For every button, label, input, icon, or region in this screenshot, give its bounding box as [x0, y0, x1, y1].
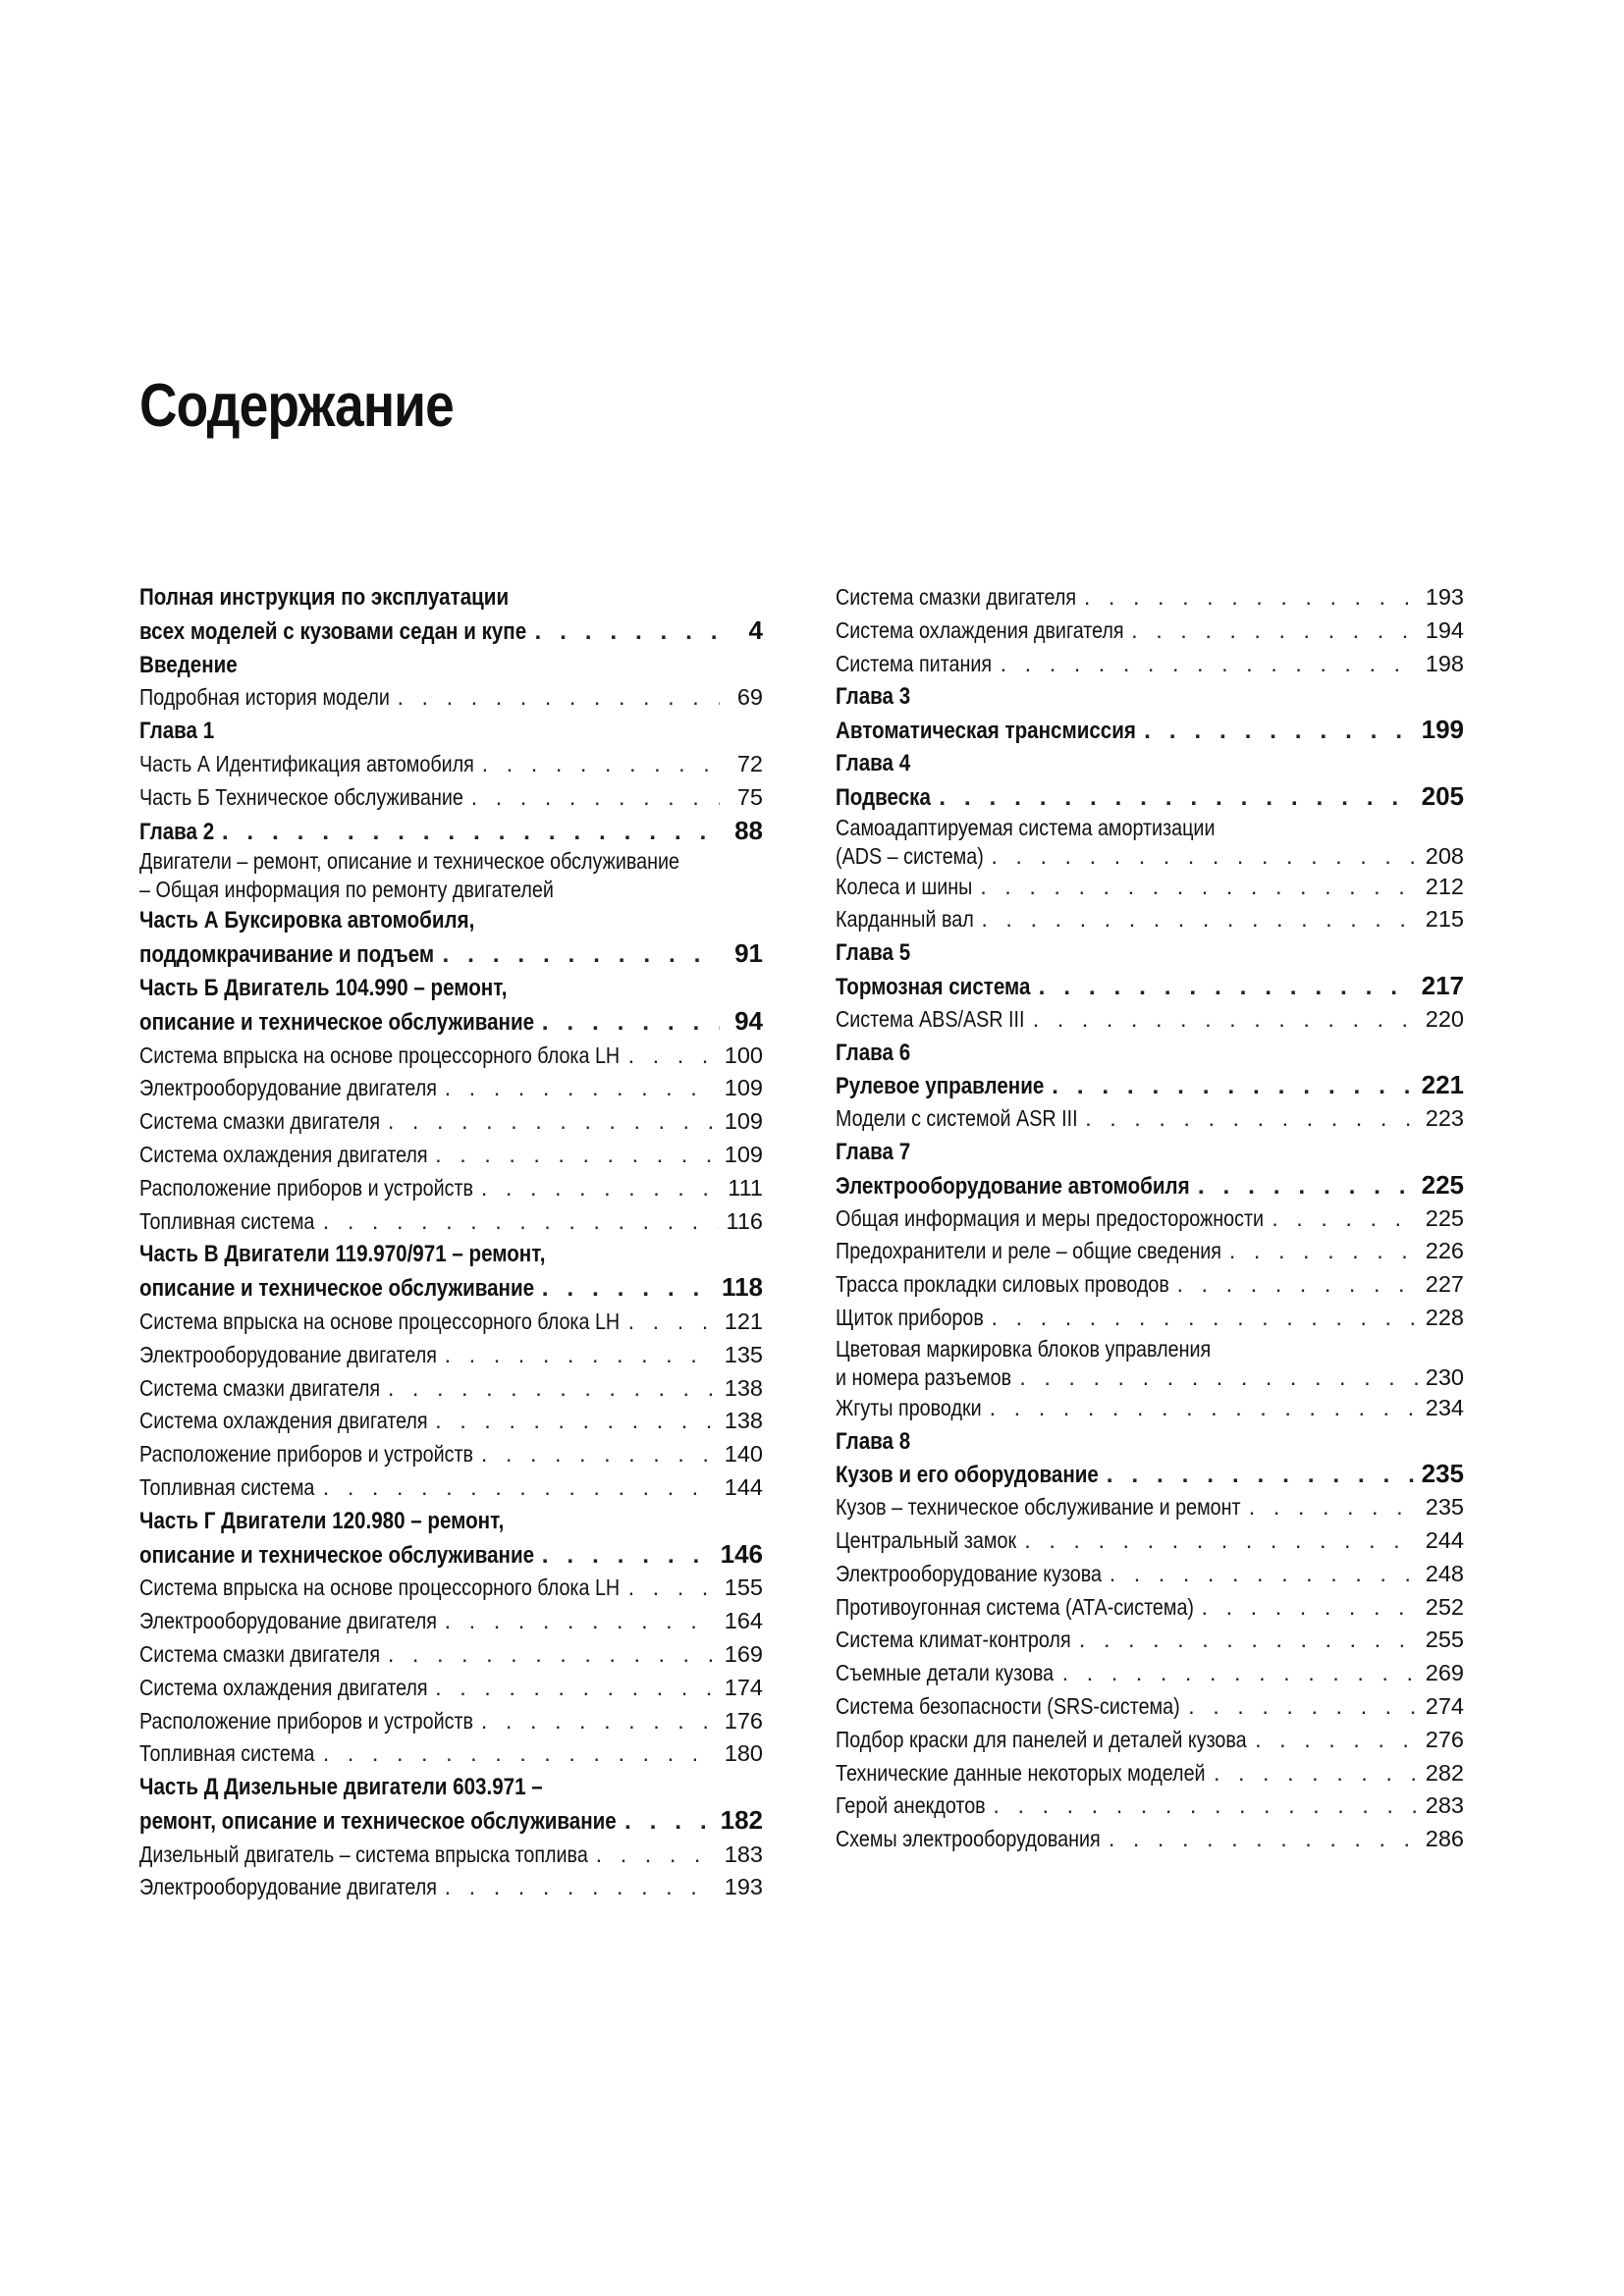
toc-page-number: 225 [1421, 1169, 1464, 1200]
dot-leader [435, 1672, 717, 1705]
toc-entry-label: Глава 6 [836, 1039, 911, 1066]
toc-page-number: 220 [1425, 1005, 1464, 1032]
toc-entry-label: Часть А Идентификация автомобиля [139, 750, 474, 776]
dot-leader [1214, 1757, 1418, 1790]
toc-page-number: 146 [720, 1538, 763, 1569]
toc-entry-label: Карданный вал [836, 906, 974, 933]
dot-leader [1109, 1823, 1418, 1856]
dot-leader [388, 1105, 717, 1139]
dot-leader [435, 1405, 717, 1438]
toc-page-number: 217 [1421, 970, 1464, 1000]
toc-page-number: 118 [722, 1272, 763, 1303]
toc-entry-label: Система впрыска на основе процессорного блока LH [139, 1041, 621, 1068]
dot-leader [1084, 581, 1418, 614]
dot-leader [542, 1539, 713, 1573]
toc-entry-label: описание и техническое обслуживание [139, 1275, 535, 1303]
toc-entry-label: Дизельный двигатель – система впрыска топлива [139, 1841, 588, 1867]
toc-entry-label: Часть Б Двигатель 104.990 – ремонт, [139, 974, 508, 1001]
toc-entry-label: всех моделей с кузовами седан и купе [139, 617, 527, 645]
dot-leader [1131, 614, 1418, 648]
toc-entry-label: – Общая информация по ремонту двигателей [139, 877, 554, 903]
toc-page-number: 111 [728, 1174, 763, 1201]
toc-page-number: 183 [724, 1841, 763, 1867]
dot-leader [628, 1572, 717, 1605]
toc-chapter-heading[interactable] [836, 936, 1464, 970]
toc-entry-label: Рулевое управление [836, 1073, 1045, 1100]
toc-chapter-heading[interactable] [836, 680, 1464, 714]
toc-entry[interactable] [139, 1871, 763, 1904]
toc-page-number: 226 [1425, 1238, 1464, 1264]
dot-leader [1019, 1363, 1417, 1392]
toc-entry[interactable] [836, 1491, 1464, 1524]
toc-entry[interactable] [139, 1306, 763, 1339]
toc-page-number: 174 [724, 1674, 763, 1700]
dot-leader [445, 1605, 717, 1638]
toc-page-number: 176 [724, 1707, 763, 1734]
toc-entry-label: Колеса и шины [836, 873, 973, 899]
toc-page-number: 109 [724, 1108, 763, 1135]
dot-leader [1079, 1624, 1418, 1657]
toc-entry[interactable] [139, 1072, 763, 1105]
toc-entry-label: Центральный замок [836, 1526, 1017, 1553]
toc-entry[interactable] [139, 1839, 763, 1872]
toc-chapter-heading[interactable] [836, 1136, 1464, 1169]
toc-entry-label: Система безопасности (SRS-система) [836, 1692, 1180, 1719]
toc-entry-label: Электрооборудование двигателя [139, 1075, 437, 1101]
dot-leader [1249, 1491, 1418, 1524]
toc-entry-label: Глава 3 [836, 683, 911, 711]
dot-leader [1188, 1690, 1418, 1724]
toc-section-entry[interactable] [139, 1238, 763, 1306]
toc-entry-label: Система охлаждения двигателя [836, 616, 1124, 643]
toc-entry-label: Электрооборудование двигателя [139, 1341, 437, 1367]
toc-entry[interactable] [139, 1471, 763, 1505]
toc-entry[interactable] [139, 681, 763, 715]
toc-page-number: 276 [1425, 1726, 1464, 1752]
dot-leader [980, 871, 1418, 904]
toc-section-entry[interactable] [836, 780, 1464, 814]
toc-entry-label: Цветовая маркировка блоков управления [836, 1335, 1212, 1362]
toc-entry-label: Кузов – техническое обслуживание и ремонт [836, 1494, 1241, 1521]
toc-entry-label: Часть Д Дизельные двигатели 603.971 – [139, 1774, 543, 1801]
toc-section-entry[interactable] [836, 1169, 1464, 1202]
dot-leader [981, 903, 1417, 936]
dot-leader [992, 1302, 1418, 1335]
toc-entry-label: Часть Г Двигатели 120.980 – ремонт, [139, 1507, 505, 1534]
dot-leader [323, 1737, 717, 1771]
toc-entry-label: описание и техническое обслуживание [139, 1541, 535, 1569]
toc-entry-label: Топливная система [139, 1740, 315, 1767]
toc-page-number: 169 [724, 1640, 763, 1667]
dot-leader [1255, 1724, 1418, 1757]
dot-leader [481, 1172, 720, 1205]
toc-page-number: 69 [736, 684, 763, 711]
toc-entry-label: Схемы электрооборудования [836, 1826, 1101, 1852]
dot-leader [1052, 1070, 1414, 1103]
dot-leader [596, 1839, 717, 1872]
toc-entry-label: Автоматическая трансмиссия [836, 718, 1136, 745]
toc-entry[interactable] [139, 1672, 763, 1705]
toc-entry-label: Герой анекдотов [836, 1792, 986, 1819]
dot-leader [1001, 648, 1418, 681]
toc-entry-label: Система смазки двигателя [139, 1640, 381, 1667]
toc-entry[interactable] [836, 648, 1464, 681]
toc-page-number: 244 [1425, 1526, 1464, 1553]
toc-entry[interactable] [836, 1657, 1464, 1690]
toc-section-entry[interactable] [836, 1458, 1464, 1491]
toc-entry-label: Электрооборудование автомобиля [836, 1172, 1190, 1200]
toc-page-number: 140 [724, 1441, 763, 1468]
toc-entry-label: Щиток приборов [836, 1304, 984, 1330]
toc-entry-label: Самоадаптируемая система амортизации [836, 814, 1216, 840]
toc-page-number: 274 [1425, 1692, 1464, 1719]
toc-page-number: 138 [724, 1374, 763, 1401]
dot-leader [542, 1006, 720, 1040]
toc-page-number: 155 [724, 1575, 763, 1601]
dot-leader [1272, 1202, 1418, 1236]
toc-page-number: 164 [724, 1608, 763, 1634]
toc-entry[interactable] [139, 781, 763, 815]
toc-section-entry[interactable] [836, 970, 1464, 1003]
toc-entry-label: Противоугонная система (АТА-система) [836, 1593, 1195, 1620]
dot-leader [1229, 1235, 1418, 1268]
toc-entry[interactable] [139, 1172, 763, 1205]
toc-entry[interactable] [139, 1339, 763, 1372]
toc-page-number: 91 [734, 938, 763, 969]
toc-entry-label: Электрооборудование двигателя [139, 1608, 437, 1634]
toc-entry[interactable] [139, 847, 763, 904]
toc-section-entry[interactable] [139, 1771, 763, 1839]
toc-entry-label: Съемные детали кузова [836, 1660, 1055, 1686]
dot-leader [1039, 971, 1414, 1004]
dot-leader [1024, 1524, 1418, 1558]
toc-entry-label: Глава 4 [836, 749, 911, 776]
dot-leader [939, 781, 1413, 815]
toc-entry-label: Расположение приборов и устройств [139, 1707, 474, 1734]
toc-page-number: 255 [1425, 1627, 1464, 1653]
toc-entry[interactable] [836, 1003, 1464, 1037]
toc-page-number: 194 [1425, 616, 1464, 643]
toc-entry[interactable] [836, 1624, 1464, 1657]
toc-page-number: 205 [1421, 780, 1464, 811]
toc-entry[interactable] [836, 1392, 1464, 1425]
dot-leader [628, 1306, 717, 1339]
toc-entry[interactable] [139, 1405, 763, 1438]
toc-page-number: 248 [1425, 1560, 1464, 1586]
toc-entry-label: Трасса прокладки силовых проводов [836, 1271, 1169, 1298]
dot-leader [542, 1272, 714, 1306]
dot-leader [1198, 1170, 1414, 1203]
toc-entry-label: Подробная история модели [139, 684, 390, 711]
toc-chapter-heading[interactable] [139, 649, 763, 682]
toc-page-number: 286 [1425, 1826, 1464, 1852]
toc-entry[interactable] [139, 1438, 763, 1471]
toc-page-number: 225 [1425, 1204, 1464, 1231]
toc-entry[interactable] [836, 614, 1464, 648]
toc-entry[interactable] [836, 581, 1464, 614]
toc-entry-label: Электрооборудование кузова [836, 1560, 1103, 1586]
toc-page-number: 138 [724, 1408, 763, 1434]
toc-entry[interactable] [139, 1605, 763, 1638]
toc-chapter-heading[interactable] [836, 1037, 1464, 1070]
dot-leader [1033, 1003, 1418, 1037]
toc-entry-label: Система впрыска на основе процессорного блока LH [139, 1308, 621, 1334]
dot-leader [397, 681, 720, 715]
toc-entry[interactable] [139, 1705, 763, 1738]
toc-page-number: 269 [1425, 1660, 1464, 1686]
toc-entry[interactable] [836, 1591, 1464, 1625]
toc-entry-label: Глава 2 [139, 818, 215, 845]
toc-entry[interactable] [836, 1102, 1464, 1136]
toc-chapter-heading[interactable] [836, 747, 1464, 780]
toc-entry[interactable] [139, 1372, 763, 1406]
dot-leader [534, 615, 720, 649]
toc-entry-label: Глава 5 [836, 939, 911, 967]
toc-entry-label: ремонт, описание и техническое обслуживание [139, 1807, 617, 1835]
toc-entry-label: Система впрыска на основе процессорного блока LH [139, 1575, 621, 1601]
toc-section-entry[interactable] [139, 972, 763, 1040]
toc-entry[interactable] [836, 814, 1464, 871]
toc-page-number: 193 [724, 1874, 763, 1900]
toc-column-right [836, 581, 1464, 1856]
toc-page-number: 109 [724, 1141, 763, 1167]
dot-leader [624, 1805, 713, 1839]
dot-leader [445, 1339, 717, 1372]
toc-page-number: 227 [1425, 1271, 1464, 1298]
dot-leader [471, 781, 720, 815]
dot-leader [1110, 1558, 1418, 1591]
dot-leader [1107, 1459, 1414, 1492]
toc-entry-label: Полная инструкция по эксплуатации [139, 584, 510, 611]
toc-page-number: 235 [1421, 1459, 1464, 1489]
dot-leader [388, 1372, 717, 1406]
toc-entry-label: поддомкрачивание и подъем [139, 941, 435, 969]
toc-entry[interactable] [836, 1202, 1464, 1236]
dot-leader [1176, 1268, 1417, 1302]
toc-section-entry[interactable] [139, 815, 763, 848]
toc-page-number: 72 [736, 750, 763, 776]
toc-entry-label: Топливная система [139, 1207, 315, 1234]
toc-page-number: 75 [736, 783, 763, 810]
toc-page-number: 94 [734, 1005, 763, 1036]
toc-entry-label: Подвеска [836, 783, 931, 811]
toc-entry-label: Предохранители и реле – общие сведения [836, 1238, 1221, 1264]
toc-page-number: 100 [724, 1041, 763, 1068]
toc-entry[interactable] [836, 1335, 1464, 1392]
toc-chapter-heading[interactable] [139, 715, 763, 748]
toc-page-number: 212 [1425, 873, 1464, 899]
toc-entry-label: Подбор краски для панелей и деталей кузова [836, 1726, 1247, 1752]
toc-entry-label: Система питания [836, 650, 993, 676]
toc-entry[interactable] [139, 1638, 763, 1672]
toc-entry-label: Система охлаждения двигателя [139, 1141, 428, 1167]
toc-page-number: 4 [748, 614, 763, 645]
toc-page-number: 135 [724, 1341, 763, 1367]
toc-page-number: 223 [1425, 1105, 1464, 1132]
toc-entry[interactable] [836, 903, 1464, 936]
toc-entry-label: Глава 8 [836, 1427, 911, 1455]
dot-leader [388, 1638, 717, 1672]
toc-entry[interactable] [139, 1572, 763, 1605]
toc-entry-label: Система охлаждения двигателя [139, 1674, 428, 1700]
toc-entry-label: Глава 7 [836, 1138, 911, 1165]
toc-entry-label: Система климат-контроля [836, 1627, 1071, 1653]
toc-page-number: 88 [734, 815, 763, 845]
dot-leader [1085, 1102, 1418, 1136]
dot-leader [442, 938, 720, 972]
toc-entry[interactable] [139, 1737, 763, 1771]
toc-page-number: 193 [1425, 584, 1464, 610]
dot-leader [323, 1205, 719, 1239]
dot-leader [1144, 715, 1414, 748]
toc-entry-label: Топливная система [139, 1473, 315, 1500]
toc-page-number: 109 [724, 1075, 763, 1101]
toc-entry[interactable] [139, 748, 763, 781]
toc-entry-label: Общая информация и меры предосторожности [836, 1204, 1265, 1231]
toc-entry[interactable] [836, 1789, 1464, 1823]
dot-leader [1202, 1591, 1418, 1625]
toc-entry-label: Система смазки двигателя [836, 584, 1077, 610]
toc-entry[interactable] [836, 871, 1464, 904]
toc-page-number: 234 [1425, 1394, 1464, 1420]
toc-page-number: 230 [1425, 1363, 1464, 1390]
toc-entry[interactable] [836, 1757, 1464, 1790]
toc-entry[interactable] [836, 1268, 1464, 1302]
toc-page-number: 180 [724, 1740, 763, 1767]
toc-page-number: 283 [1425, 1792, 1464, 1819]
toc-entry[interactable] [139, 1205, 763, 1239]
toc-entry-label: описание и техническое обслуживание [139, 1008, 535, 1036]
toc-entry-label: Технические данные некоторых моделей [836, 1759, 1206, 1786]
dot-leader [628, 1040, 717, 1073]
toc-page-number: 116 [726, 1207, 763, 1234]
dot-leader [482, 748, 720, 781]
toc-section-entry[interactable] [139, 581, 763, 649]
toc-entry[interactable] [139, 1139, 763, 1172]
dot-leader [445, 1871, 717, 1904]
toc-page-number: 121 [724, 1308, 763, 1334]
dot-leader [481, 1705, 717, 1738]
toc-page-number: 198 [1425, 650, 1464, 676]
toc-entry-label: Модели с системой ASR III [836, 1105, 1078, 1132]
toc-page-number: 215 [1425, 906, 1464, 933]
toc-entry-label: Система охлаждения двигателя [139, 1408, 428, 1434]
toc-entry[interactable] [836, 1690, 1464, 1724]
toc-page-number: 144 [724, 1473, 763, 1500]
dot-leader [1062, 1657, 1418, 1690]
toc-entry-label: (ADS – система) [836, 842, 984, 869]
toc-entry-label: Электрооборудование двигателя [139, 1874, 437, 1900]
toc-entry-label: Жгуты проводки [836, 1394, 982, 1420]
toc-entry-label: Кузов и его оборудование [836, 1462, 1099, 1489]
toc-section-entry[interactable] [836, 714, 1464, 747]
toc-entry[interactable] [836, 1724, 1464, 1757]
dot-leader [481, 1438, 717, 1471]
toc-entry-label: Глава 1 [139, 718, 215, 745]
toc-entry-label: Тормозная система [836, 973, 1031, 1000]
toc-entry-label: Часть А Буксировка автомобиля, [139, 907, 475, 934]
toc-chapter-heading[interactable] [836, 1425, 1464, 1459]
toc-entry-label: Система ABS/ASR III [836, 1005, 1025, 1032]
page-title: Содержание [139, 372, 454, 440]
toc-entry-label: Введение [139, 651, 238, 678]
dot-leader [990, 1392, 1418, 1425]
toc-page-number: 235 [1425, 1494, 1464, 1521]
toc-entry[interactable] [139, 1105, 763, 1139]
dot-leader [991, 842, 1417, 871]
dot-leader [993, 1789, 1417, 1823]
dot-leader [323, 1471, 717, 1505]
toc-section-entry[interactable] [139, 1505, 763, 1573]
toc-entry-label: Часть В Двигатели 119.970/971 – ремонт, [139, 1241, 546, 1268]
toc-section-entry[interactable] [139, 904, 763, 972]
toc-entry[interactable] [139, 1040, 763, 1073]
toc-column-left [139, 581, 763, 1904]
toc-entry[interactable] [836, 1524, 1464, 1558]
toc-entry-label: Часть Б Техническое обслуживание [139, 783, 463, 810]
toc-entry-label: Расположение приборов и устройств [139, 1441, 474, 1468]
dot-leader [222, 816, 720, 849]
toc-entry-label: Расположение приборов и устройств [139, 1174, 474, 1201]
toc-entry-label: Система смазки двигателя [139, 1374, 381, 1401]
toc-page-number: 199 [1421, 715, 1464, 745]
dot-leader [435, 1139, 717, 1172]
toc-entry[interactable] [836, 1558, 1464, 1591]
dot-leader [445, 1072, 717, 1105]
toc-page-number: 182 [720, 1804, 763, 1835]
toc-page-number: 228 [1425, 1304, 1464, 1330]
toc-entry-label: и номера разъемов [836, 1363, 1012, 1390]
toc-page-number: 282 [1425, 1759, 1464, 1786]
toc-section-entry[interactable] [836, 1069, 1464, 1102]
toc-page-number: 208 [1425, 842, 1464, 869]
toc-page-number: 252 [1425, 1593, 1464, 1620]
toc-entry[interactable] [836, 1235, 1464, 1268]
toc-entry[interactable] [836, 1302, 1464, 1335]
toc-entry-label: Двигатели – ремонт, описание и техническое обслуживание [139, 848, 680, 875]
toc-page-number: 221 [1421, 1070, 1464, 1100]
toc-entry-label: Система смазки двигателя [139, 1108, 381, 1135]
toc-entry[interactable] [836, 1823, 1464, 1856]
